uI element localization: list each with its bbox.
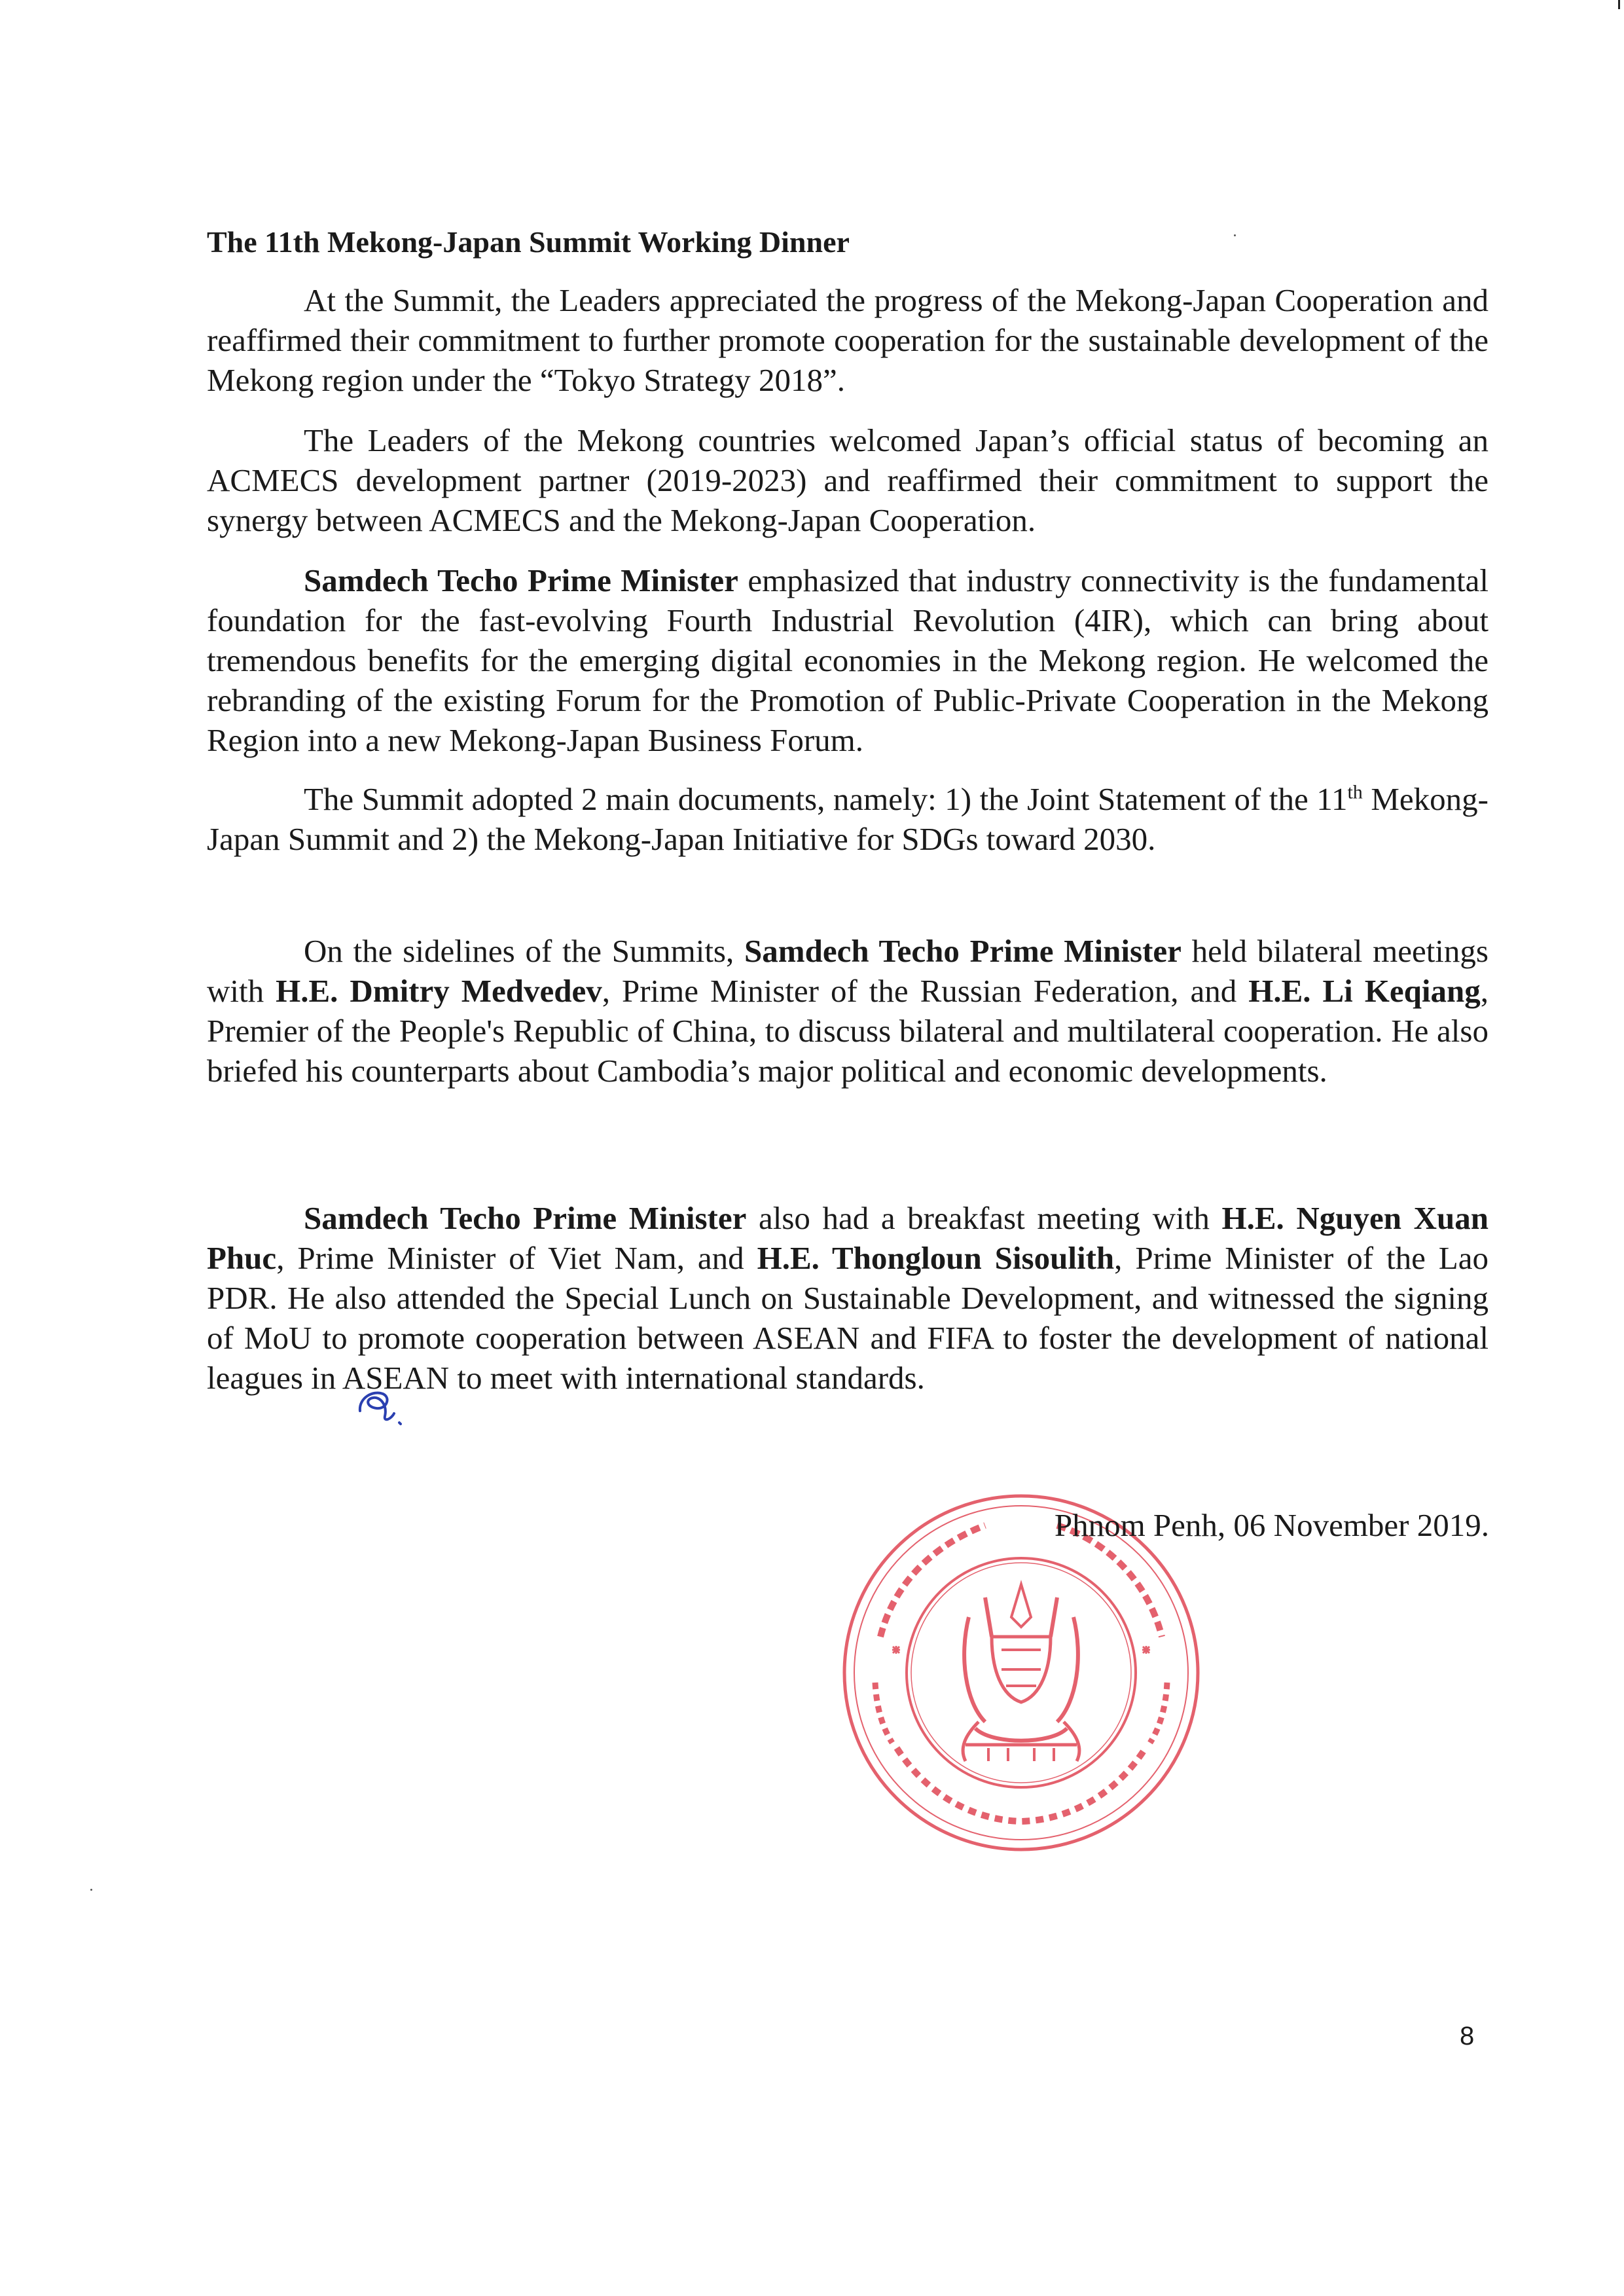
paragraph-text: , Prime Minister of the Lao PDR. He also attended the Special Lunch on Sustainable Development, and witnessed the signing of MoU to promote cooperation between ASEAN and FIFA to foster the development of national leagues in ASEAN to meet with international standards. [207, 1240, 1489, 1396]
paragraph-text: also had a breakfast meeting with [746, 1200, 1222, 1236]
paragraph-5 [207, 931, 1489, 1091]
paragraph-text: , Prime Minister of Viet Nam, and [276, 1240, 757, 1276]
paragraph-6 [207, 1198, 1489, 1398]
place-and-date: Phnom Penh, 06 November 2019. [1054, 1507, 1489, 1543]
bold-name: H.E. Thongloun Sisoulith [757, 1240, 1115, 1276]
paragraph-text: The Summit adopted 2 main documents, namely: 1) the Joint Statement of the 11 [304, 781, 1348, 817]
scan-speck [1234, 234, 1236, 236]
section-heading: The 11th Mekong-Japan Summit Working Dinner [207, 225, 850, 259]
bold-name: H.E. Dmitry Medvedev [276, 973, 602, 1009]
paragraph-text: , Premier of the People's Republic of China, to discuss bilateral and multilateral cooperation. He also briefed his counterparts about Cambodia’s major political and economic developments. [207, 973, 1489, 1089]
scan-edge-mark [1618, 0, 1620, 9]
page-number: 8 [1460, 2022, 1475, 2050]
paragraph-text: On the sidelines of the Summits, [304, 933, 745, 969]
scan-speck [90, 1889, 92, 1891]
paragraph-text: At the Summit, the Leaders appreciated the progress of the Mekong-Japan Cooperation and reaffirmed their commitment to further promote cooperation for the sustainable development of the Mekong region under the “Tokyo Strategy 2018”. [207, 282, 1489, 398]
paragraph-text: held bilateral meetings with [207, 933, 1489, 1009]
paragraph-2 [207, 420, 1489, 540]
bold-name: H.E. Nguyen Xuan Phuc [207, 1200, 1489, 1276]
paragraph-text: th [1347, 781, 1363, 803]
paragraph-text: emphasized that industry connectivity is the fundamental foundation for the fast-evolving Fourth Industrial Revolution (4IR), which can bring about tremendous benefits for the emerging digital economies in the Mekong region. He welcomed the rebranding of the existing Forum for the Promotion of Public-Private Cooperation in the Mekong Region into a new Mekong-Japan Business Forum. [207, 562, 1489, 758]
paragraph-4 [207, 779, 1489, 859]
bold-name: Samdech Techo Prime Minister [744, 933, 1182, 969]
paragraph-text: The Leaders of the Mekong countries welcomed Japan’s official status of becoming an ACMECS development partner (2019-2023) and reaffirmed their commitment to support the synergy between ACMECS and the Mekong-Japan Cooperation. [207, 422, 1489, 538]
paragraph-text: Mekong-Japan Summit and 2) the Mekong-Japan Initiative for SDGs toward 2030. [207, 781, 1489, 857]
paragraph-text: , Prime Minister of the Russian Federation, and [602, 973, 1249, 1009]
bold-name: Samdech Techo Prime Minister [304, 562, 738, 598]
paragraph-3 [207, 560, 1489, 760]
bold-name: Samdech Techo Prime Minister [304, 1200, 747, 1236]
paragraph-1 [207, 280, 1489, 400]
bold-name: H.E. Li Keqiang [1248, 973, 1481, 1009]
handwritten-initial-icon [353, 1385, 412, 1430]
